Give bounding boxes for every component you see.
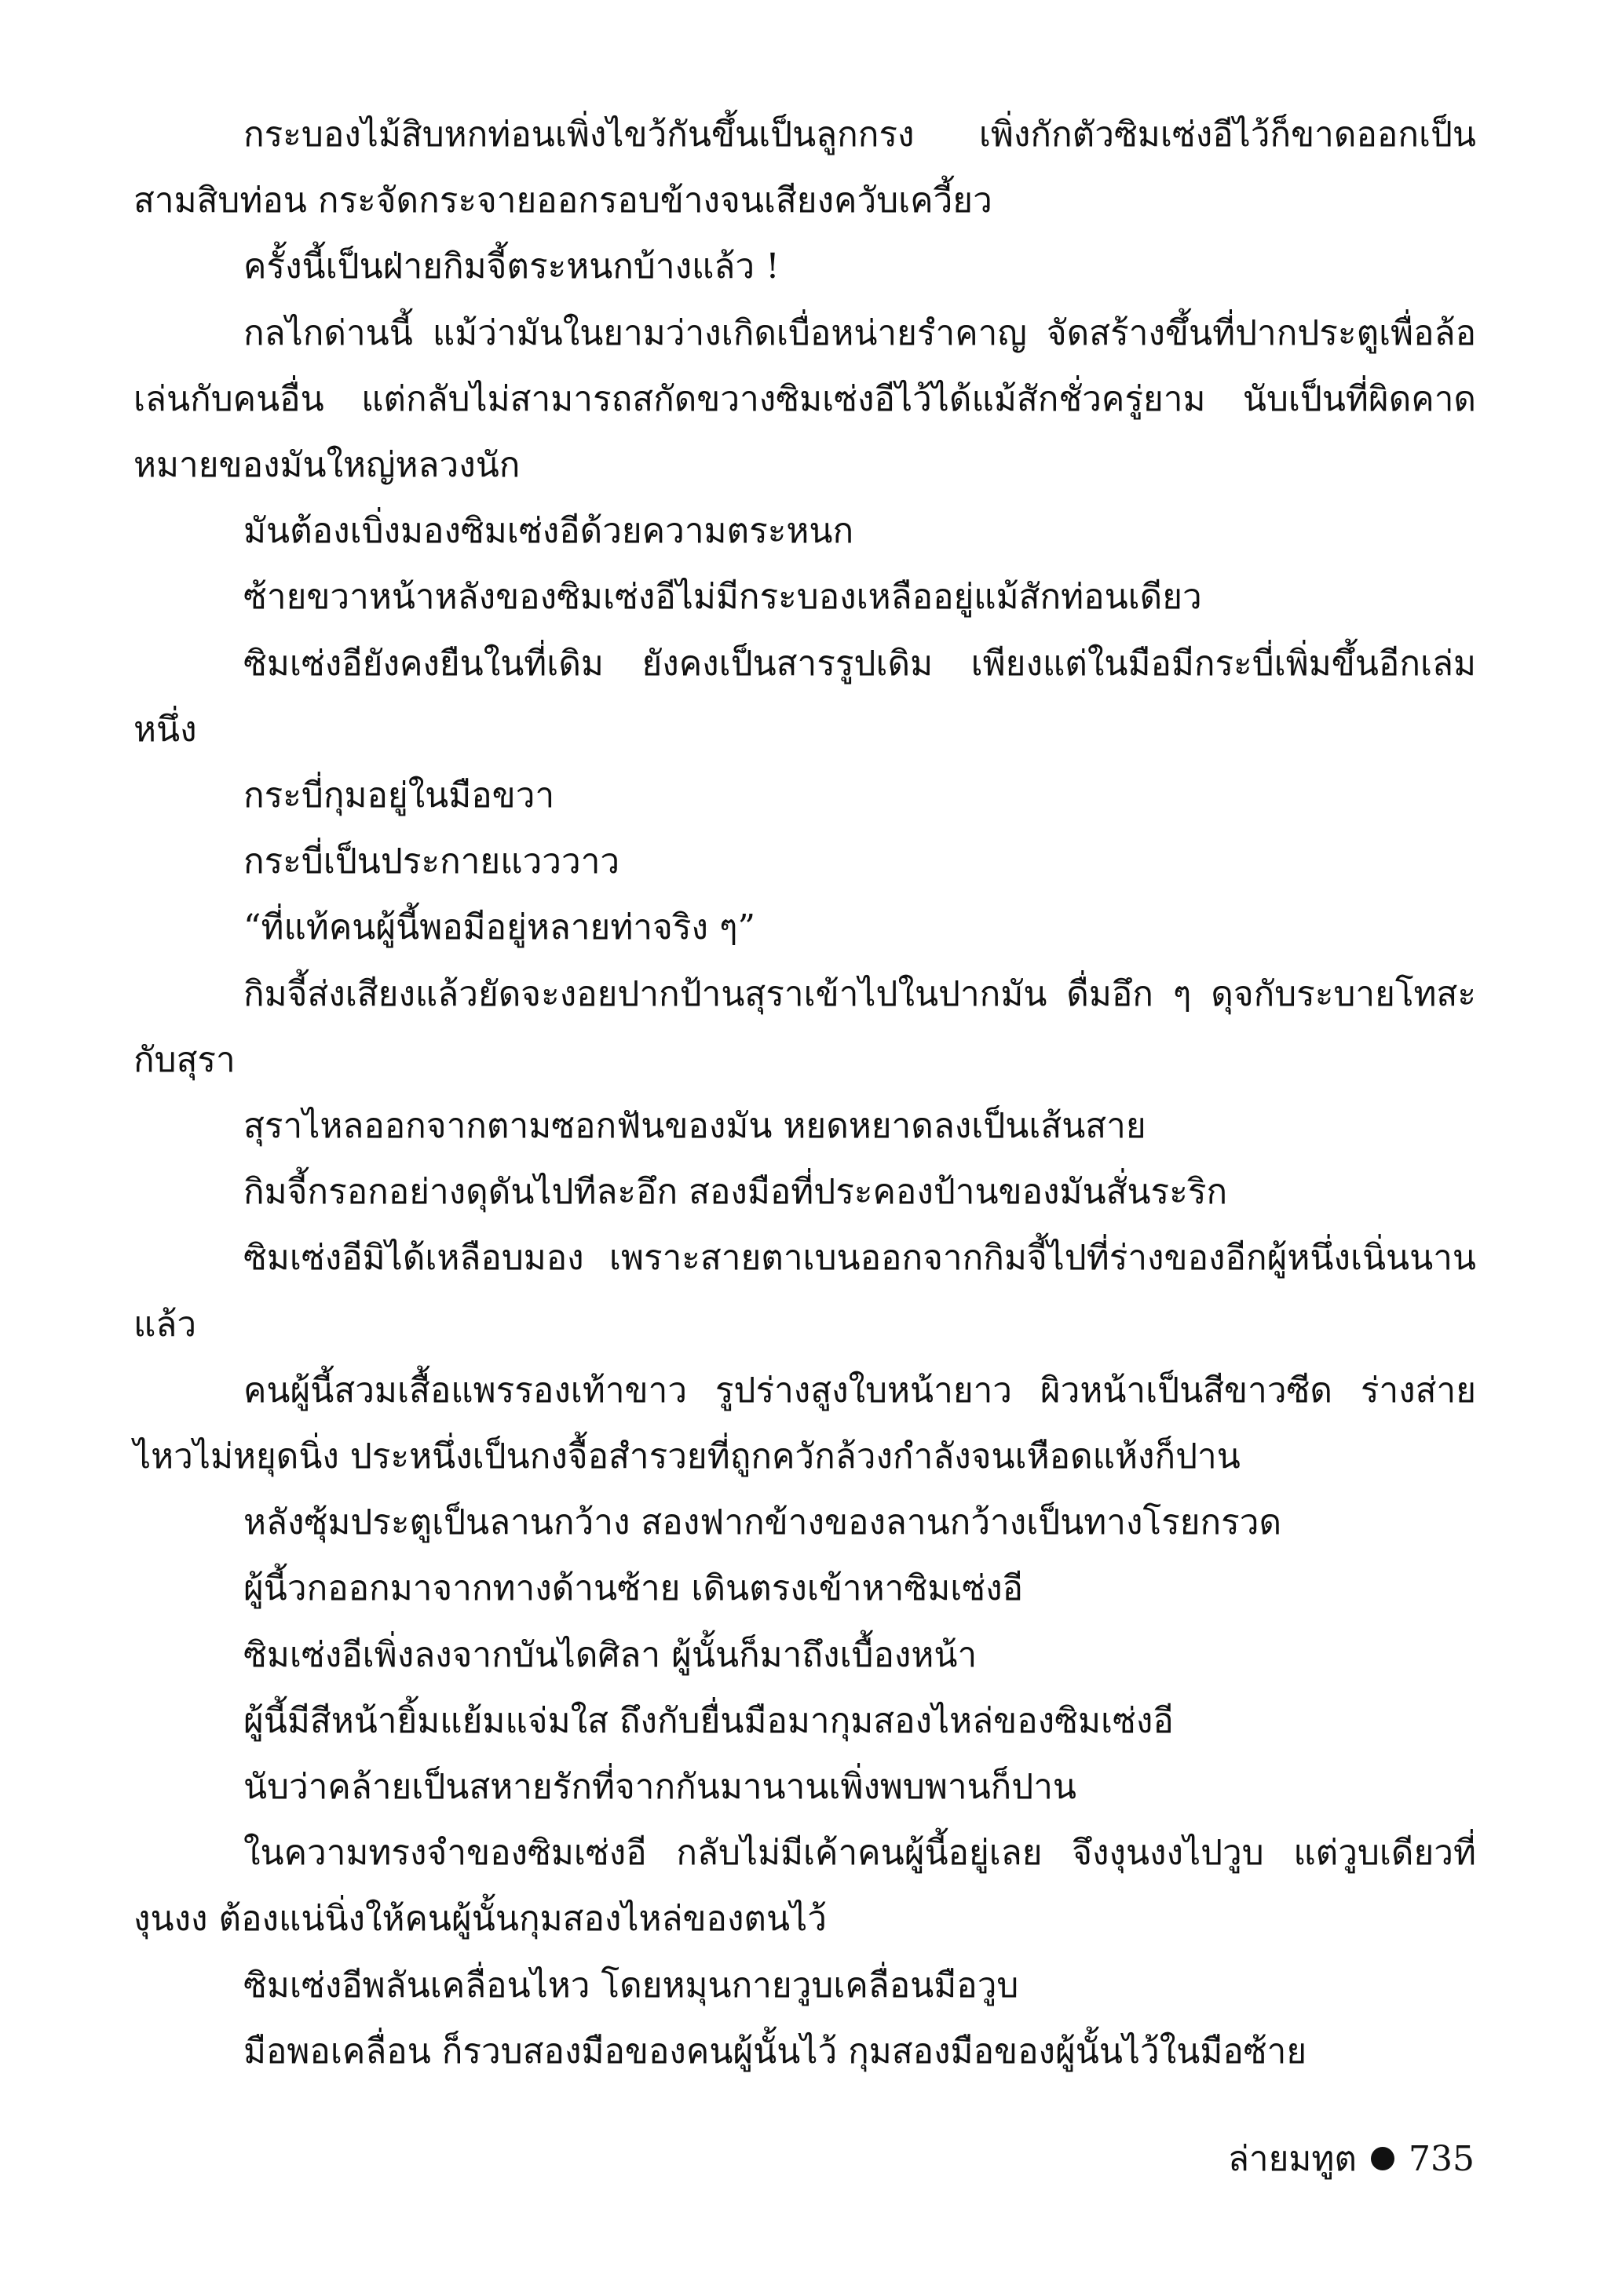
- paragraph-5: ซ้ายขวาหน้าหลังของซิมเซ่งอีไม่มีกระบองเหลืออยู่แม้สักท่อนเดียว: [243, 577, 1202, 618]
- paragraph-7: กระบี่กุมอยู่ในมือขวา: [243, 776, 555, 816]
- paragraph-20: ในความทรงจำของซิมเซ่งอี กลับไม่มีเค้าคนผู้นี้อยู่เลย จึงงุนงงไปวูบ แต่วูบเดียวที่งุนงง ต้องแน่นิ่งให้คนผู้นั้นกุมสองไหล่ของตนไว้: [133, 1833, 1476, 1940]
- paragraph-8: กระบี่เป็นประกายแวววาว: [243, 841, 620, 882]
- paragraph-12: กิมจี้กรอกอย่างดุดันไปทีละอึก สองมือที่ประคองป้านของมันสั่นระริก: [243, 1172, 1228, 1213]
- paragraph-19: นับว่าคล้ายเป็นสหายรักที่จากกันมานานเพิ่งพบพานก็ปาน: [243, 1767, 1077, 1808]
- body-text: [133, 102, 1476, 2085]
- paragraph-22: มือพอเคลื่อน ก็รวบสองมือของคนผู้นั้นไว้ กุมสองมือของผู้นั้นไว้ในมือซ้าย: [243, 2031, 1307, 2072]
- paragraph-21: ซิมเซ่งอีพลันเคลื่อนไหว โดยหมุนกายวูบเคลื่อนมือวูบ: [243, 1965, 1019, 2006]
- page-number: 735: [1409, 2138, 1475, 2179]
- paragraph-16: ผู้นี้วกออกมาจากทางด้านซ้าย เดินตรงเข้าหาซิมเซ่งอี: [243, 1568, 1024, 1609]
- paragraph-11: สุราไหลออกจากตามซอกฟันของมัน หยดหยาดลงเป็นเส้นสาย: [243, 1106, 1146, 1147]
- paragraph-18: ผู้นี้มีสีหน้ายิ้มแย้มแจ่มใส ถึงกับยื่นมือมากุมสองไหล่ของซิมเซ่งอี: [243, 1700, 1174, 1741]
- paragraph-15: หลังซุ้มประตูเป็นลานกว้าง สองฟากข้างของลานกว้างเป็นทางโรยกรวด: [243, 1502, 1282, 1543]
- paragraph-1: กระบองไม้สิบหกท่อนเพิ่งไขว้กันขึ้นเป็นลูกกรง เพิ่งกักตัวซิมเซ่งอีไว้ก็ขาดออกเป็นสามสิบท่อน กระจัดกระจายออกรอบข้างจนเสียงควับเควี้ยว: [133, 115, 1476, 221]
- paragraph-4: มันต้องเบิ่งมองซิมเซ่งอีด้วยความตระหนก: [243, 511, 854, 552]
- paragraph-3: กลไกด่านนี้ แม้ว่ามันในยามว่างเกิดเบื่อหน่ายรำคาญ จัดสร้างขึ้นที่ปากประตูเพื่อล้อเล่นกับคนอื่น แต่กลับไม่สามารถสกัดขวางซิมเซ่งอีไว้ได้แม้สักชั่วครู่ยาม นับเป็นที่ผิดคาดหมายของมันใหญ่หลวงนัก: [133, 312, 1476, 486]
- paragraph-17: ซิมเซ่งอีเพิ่งลงจากบันไดศิลา ผู้นั้นก็มาถึงเบื้องหน้า: [243, 1634, 978, 1675]
- paragraph-14: คนผู้นี้สวมเสื้อแพรรองเท้าขาว รูปร่างสูงใบหน้ายาว ผิวหน้าเป็นสีขาวซีด ร่างส่ายไหวไม่หยุดนิ่ง ประหนึ่งเป็นกงจื้อสำรวยที่ถูกควักล้วงกำลังจนเหือดแห้งก็ปาน: [133, 1370, 1476, 1477]
- paragraph-9: “ที่แท้คนผู้นี้พอมีอยู่หลายท่าจริง ๆ”: [243, 907, 756, 948]
- paragraph-2: ครั้งนี้เป็นฝ่ายกิมจี้ตระหนกบ้างแล้ว !: [243, 246, 780, 287]
- page-footer: [1228, 2135, 1475, 2182]
- paragraph-13: ซิมเซ่งอีมิได้เหลือบมอง เพราะสายตาเบนออกจากกิมจี้ไปที่ร่างของอีกผู้หนึ่งเนิ่นนานแล้ว: [133, 1238, 1476, 1345]
- bullet-dot-icon: [1371, 2147, 1394, 2170]
- paragraph-6: ซิมเซ่งอียังคงยืนในที่เดิม ยังคงเป็นสารรูปเดิม เพียงแต่ในมือมีกระบี่เพิ่มขึ้นอีกเล่มหนึ่ง: [133, 643, 1476, 750]
- book-title: ล่ายมทูต: [1227, 2139, 1358, 2179]
- paragraph-10: กิมจี้ส่งเสียงแล้วยัดจะงอยปากป้านสุราเข้าไปในปากมัน ดื่มอึก ๆ ดุจกับระบายโทสะกับสุรา: [133, 973, 1476, 1080]
